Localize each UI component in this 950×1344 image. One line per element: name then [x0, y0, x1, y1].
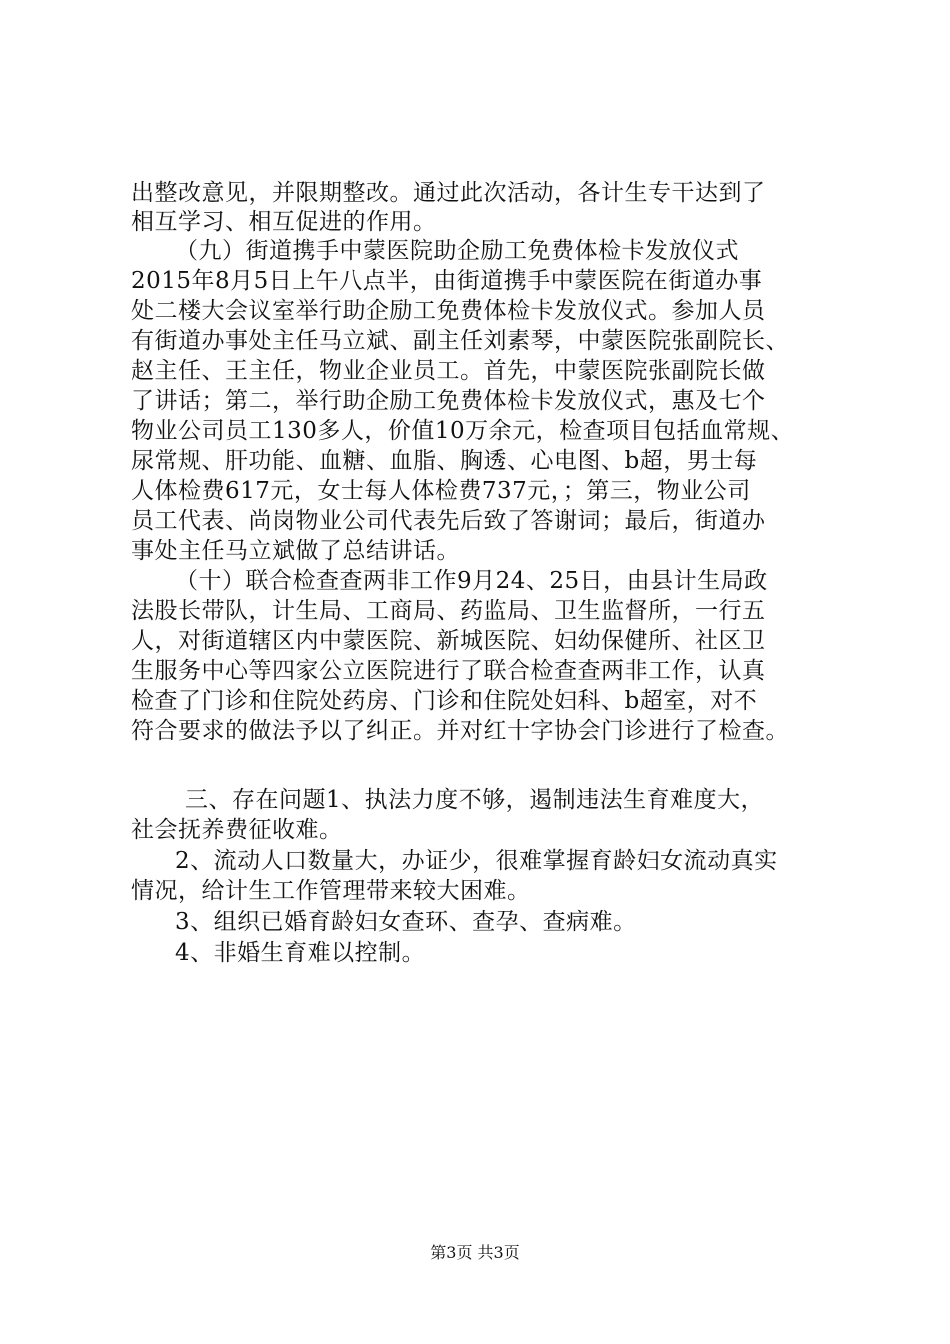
body-text-line: 尿常规、肝功能、血糖、血脂、胸透、心电图、b超，男士每 — [131, 448, 758, 474]
body-text-line: 检查了门诊和住院处药房、门诊和住院处妇科、b超室，对不 — [131, 688, 758, 714]
body-text-line: 有街道办事处主任马立斌、副主任刘素琴，中蒙医院张副院长、 — [131, 328, 789, 354]
body-text-line: 赵主任、王主任，物业企业员工。首先，中蒙医院张副院长做 — [131, 358, 766, 384]
body-text-line: 处二楼大会议室举行助企励工免费体检卡发放仪式。参加人员 — [131, 298, 766, 324]
body-text-line: 2015年8月5日上午八点半，由街道携手中蒙医院在街道办事 — [131, 268, 763, 294]
body-text-line: 人体检费617元，女士每人体检费737元，；第三，物业公司 — [131, 478, 751, 504]
body-text-line: 法股长带队，计生局、工商局、药监局、卫生监督所，一行五 — [131, 598, 766, 624]
body-text-line: 出整改意见，并限期整改。通过此次活动，各计生专干达到了 — [131, 180, 766, 206]
list-item: 2、流动人口数量大，办证少，很难掌握育龄妇女流动真实 — [175, 848, 778, 874]
body-text-line: 员工代表、尚岗物业公司代表先后致了答谢词；最后，街道办 — [131, 508, 766, 534]
body-text-line: 人，对街道辖区内中蒙医院、新城医院、妇幼保健所、社区卫 — [131, 628, 766, 654]
body-text-line: 生服务中心等四家公立医院进行了联合检查查两非工作，认真 — [131, 658, 766, 684]
list-item: 3、组织已婚育龄妇女查环、查孕、查病难。 — [175, 909, 637, 935]
page-number-footer: 第3页 共3页 — [430, 1243, 520, 1262]
section-heading: （九）街道携手中蒙医院助企励工免费体检卡发放仪式 — [175, 238, 739, 264]
body-text-line: 物业公司员工130多人，价值10万余元，检查项目包括血常规、 — [131, 418, 795, 444]
body-text-line: 情况，给计生工作管理带来较大困难。 — [131, 878, 531, 904]
body-text-line: 了讲话；第二，举行助企励工免费体检卡发放仪式，惠及七个 — [131, 388, 766, 414]
list-item: 4、非婚生育难以控制。 — [175, 940, 426, 966]
section-heading: 三、存在问题1、执法力度不够，遏制违法生育难度大， — [185, 787, 765, 813]
body-text-line: 社会抚养费征收难。 — [131, 817, 343, 843]
section-heading: （十）联合检查查两非工作9月24、25日，由县计生局政 — [175, 568, 768, 594]
body-text-line: 符合要求的做法予以了纠正。并对红十字协会门诊进行了检查。 — [131, 718, 789, 744]
body-text-line: 事处主任马立斌做了总结讲话。 — [131, 538, 460, 564]
body-text-line: 相互学习、相互促进的作用。 — [131, 209, 437, 235]
